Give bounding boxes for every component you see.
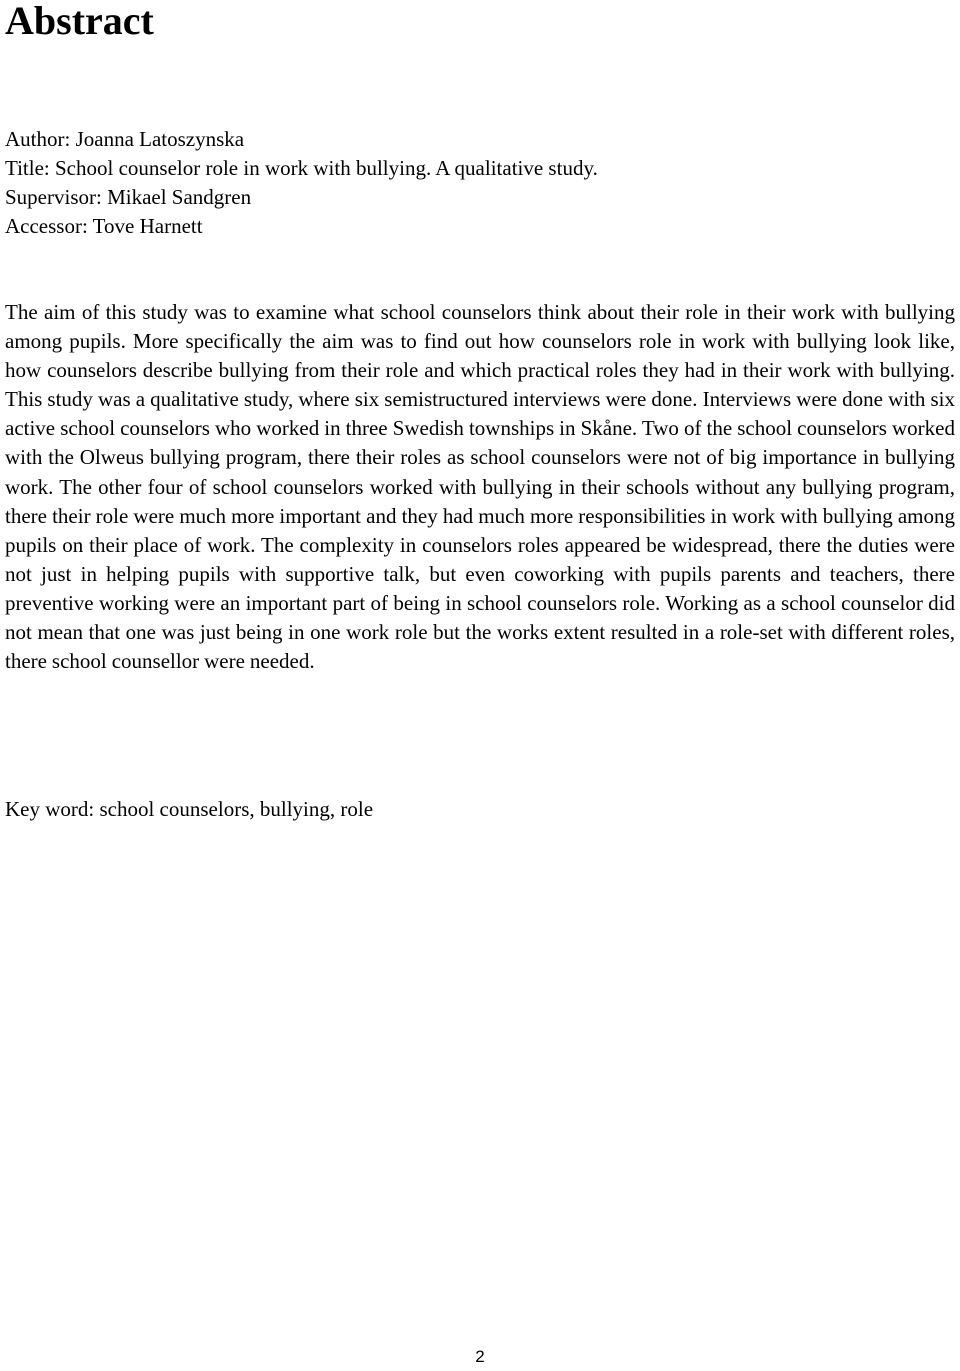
author-line: Author: Joanna Latoszynska bbox=[5, 127, 245, 151]
page-title: Abstract bbox=[5, 0, 154, 43]
page-number: 2 bbox=[475, 1347, 485, 1366]
supervisor-line: Supervisor: Mikael Sandgren bbox=[5, 185, 252, 209]
accessor-line: Accessor: Tove Harnett bbox=[5, 214, 203, 238]
title-line: Title: School counselor role in work with bullying. A qualitative study. bbox=[5, 156, 598, 180]
document-metadata bbox=[5, 125, 950, 241]
keywords-line: Key word: school counselors, bullying, role bbox=[5, 797, 374, 821]
abstract-paragraph: The aim of this study was to examine what school counselors think about their role in their work with bullying among pupils. More specifically the aim was to find out how counselors role in work with bullying look like, how counselors describe bullying from their role and which practical roles they had in their work with bullying. This study was a qualitative study, where six semistructured interviews were done. Interviews were done with six active school counselors who worked in three Swedish townships in Skåne. Two of the school counselors worked with the Olweus bullying program, there their roles as school counselors were not of big importance in bullying work. The other four of school counselors worked with bullying in their schools without any bullying program, there their role were much more important and they had much more responsibilities in work with bullying among pupils on their place of work. The complexity in counselors roles appeared be widespread, there the duties were not just in helping pupils with supportive talk, but even coworking with pupils parents and teachers, there preventive working were an important part of being in school counselors role. Working as a school counselor did not mean that one was just being in one work role but the works extent resulted in a role-set with different roles, there school counsellor were needed. bbox=[5, 300, 955, 674]
